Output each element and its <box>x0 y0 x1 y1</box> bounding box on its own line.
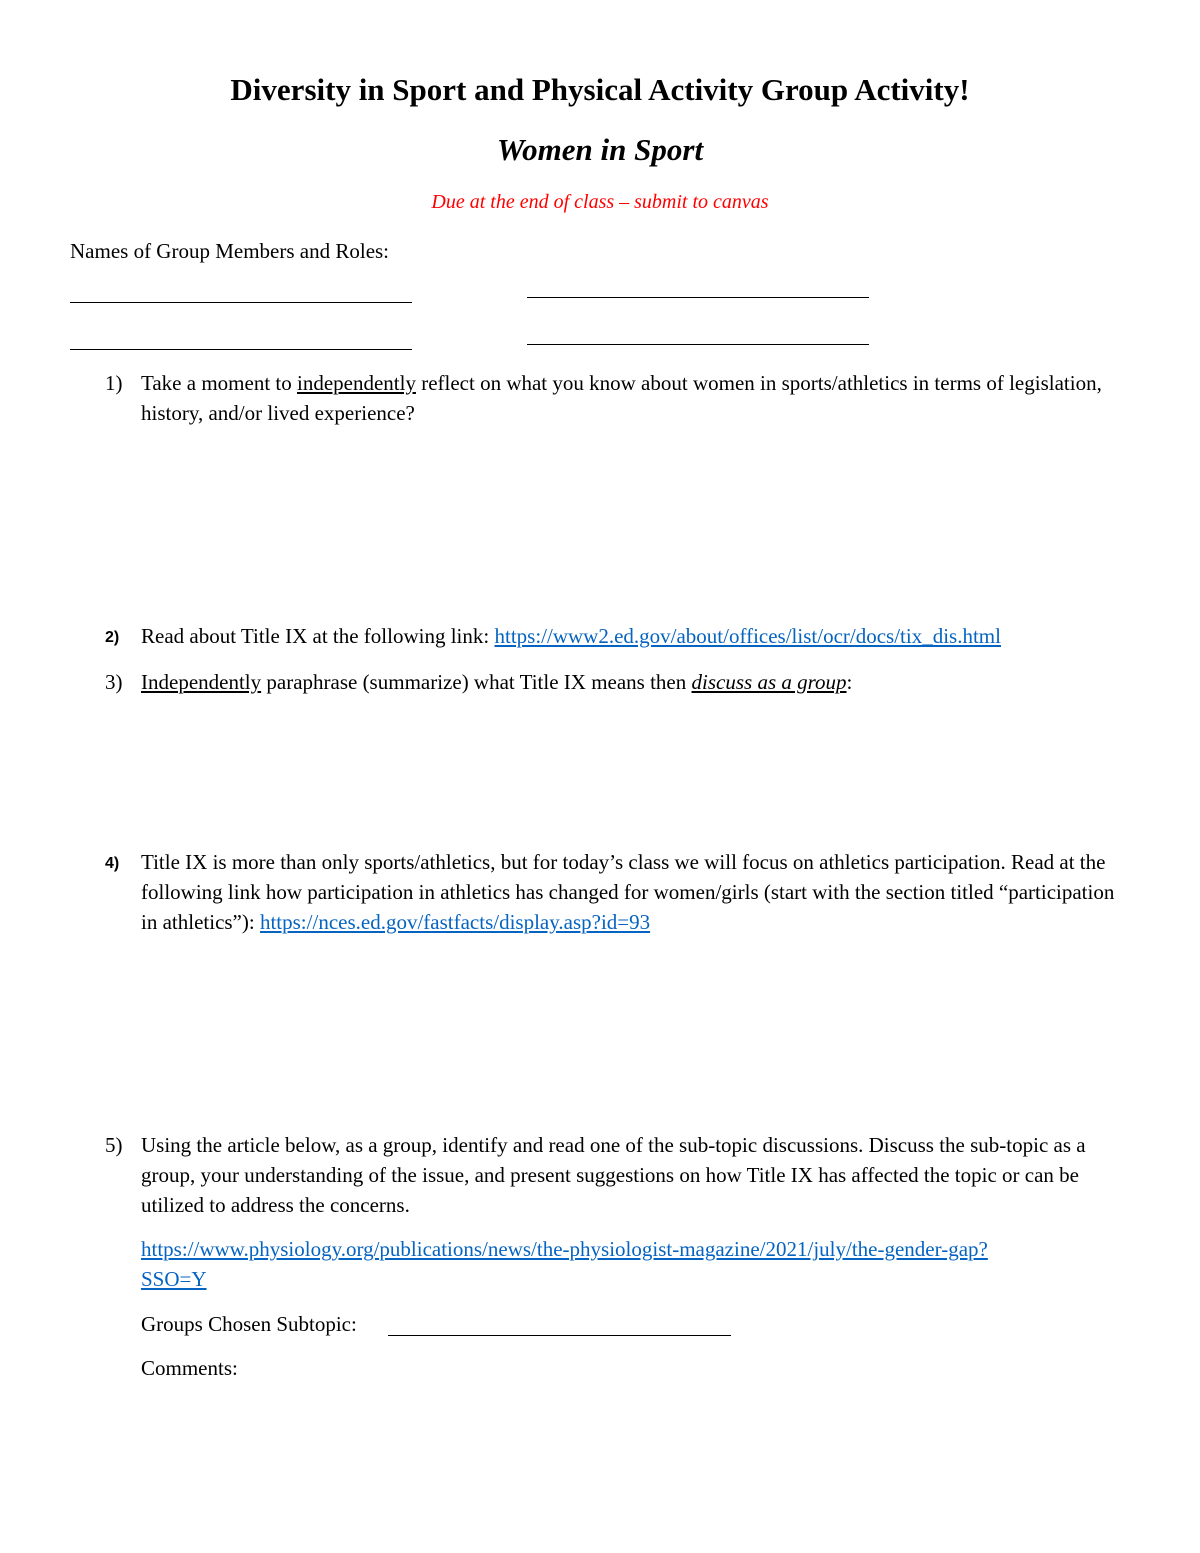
question-5-text: Using the article below, as a group, identify and read one of the sub-topic discussions. Discuss the sub-topic as a group, your understanding of the issue, and present suggestions on how Title IX has affected the topic or can be utilized to address the concerns. <box>141 1133 1086 1217</box>
name-blank-3[interactable] <box>70 349 412 350</box>
name-blank-4[interactable] <box>527 344 869 345</box>
question-4-number: 4) <box>105 855 120 872</box>
question-3-emphasis-2: discuss as a group <box>691 670 847 694</box>
question-1 <box>141 368 1121 428</box>
question-4 <box>141 847 1121 937</box>
name-blank-1[interactable] <box>70 302 412 303</box>
question-5-number: 5) <box>105 1133 123 1157</box>
name-blank-2[interactable] <box>527 297 869 298</box>
question-4-text: Title IX is more than only sports/athletics, but for today’s class we will focus on athletics participation. Read at the following link how participation in athletics has changed for women/girls (start with the section titled “participation in athletics”): <box>141 850 1115 934</box>
due-note: Due at the end of class – submit to canvas <box>431 191 769 213</box>
question-2-number: 2) <box>105 629 120 646</box>
question-2-text: Read about Title IX at the following link: <box>141 624 495 648</box>
physiology-link-line-2[interactable]: SSO=Y <box>141 1267 207 1291</box>
question-1-emphasis: independently <box>296 371 416 395</box>
page-subtitle: Women in Sport <box>496 132 704 167</box>
question-1-text-a: Take a moment to <box>141 371 297 395</box>
question-3 <box>141 667 1121 697</box>
nces-link[interactable]: https://nces.ed.gov/fastfacts/display.asp?id=93 <box>259 910 651 934</box>
question-1-text-b: reflect on what you know about women in sports/athletics in terms of legislation, history, and/or lived experience? <box>141 371 1102 425</box>
question-3-end: : <box>846 670 853 694</box>
physiology-link-block <box>141 1234 988 1294</box>
question-1-number: 1) <box>105 371 123 395</box>
subtopic-label: Groups Chosen Subtopic: <box>141 1312 357 1336</box>
question-3-text: paraphrase (summarize) what Title IX means then <box>261 670 692 694</box>
question-2 <box>141 621 1121 651</box>
comments-label: Comments: <box>141 1356 238 1380</box>
subtopic-blank[interactable] <box>388 1335 731 1336</box>
page-title: Diversity in Sport and Physical Activity Group Activity! <box>230 72 970 107</box>
physiology-link-line-1[interactable]: https://www.physiology.org/publications/news/the-physiologist-magazine/2021/july/the-gender-gap? <box>141 1237 988 1261</box>
question-3-number: 3) <box>105 670 123 694</box>
names-label: Names of Group Members and Roles: <box>70 239 390 263</box>
question-3-emphasis: Independently <box>141 670 262 694</box>
title-ix-link[interactable]: https://www2.ed.gov/about/offices/list/ocr/docs/tix_dis.html <box>494 624 1001 648</box>
